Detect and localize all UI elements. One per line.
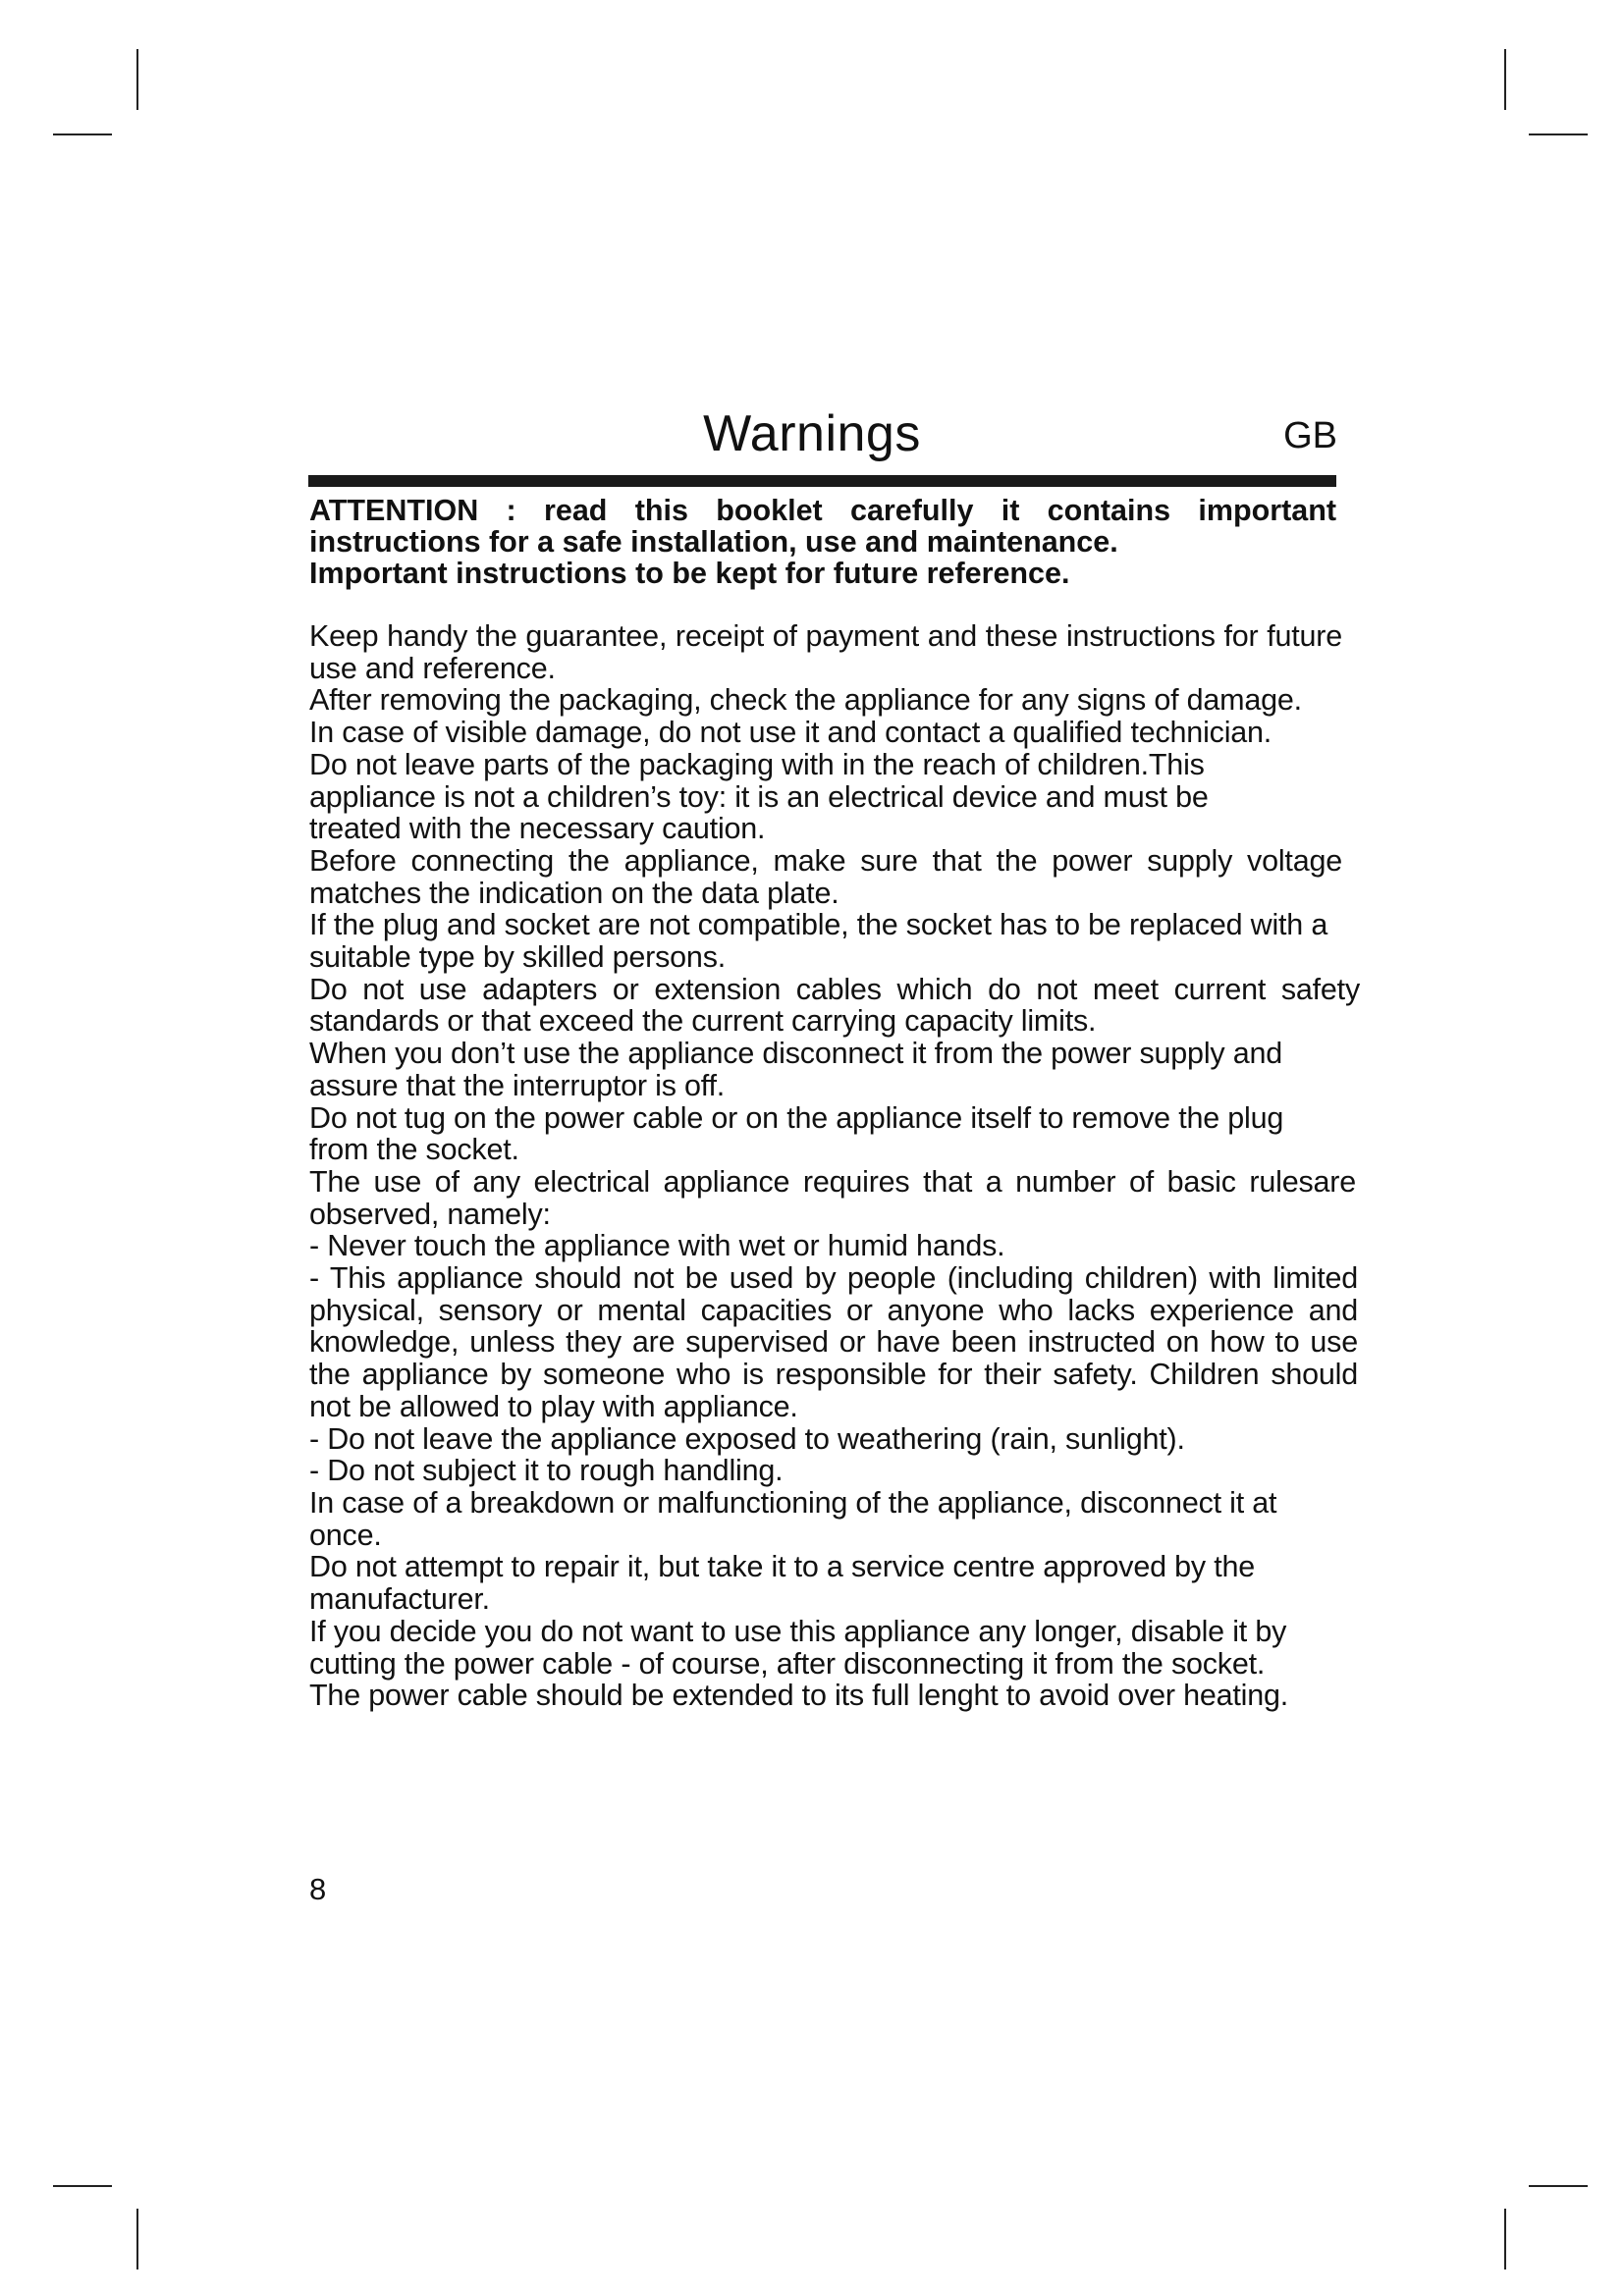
paragraph: Do not attempt to repair it, but take it to a service centre approved by the manufacturer. (309, 1550, 1256, 1617)
crop-mark-top-right-vertical (1504, 49, 1506, 110)
crop-mark-bottom-left-horizontal (53, 2185, 112, 2187)
paragraph: Do not use adapters or extension cables which do not meet current safety standards or that exceed the current carrying capacity limits. (309, 972, 1360, 1039)
paragraph: The power cable should be extended to its full lenght to avoid over heating. (309, 1679, 1289, 1713)
page-title: Warnings (703, 405, 921, 462)
warnings-body (309, 620, 1358, 1712)
crop-mark-top-left-horizontal (53, 133, 112, 135)
paragraph: Do not leave parts of the packaging with in the reach of children.This appliance is not a children’s toy: it is an electrical device and must be treated with the necessary caution. (309, 747, 1209, 846)
paragraph: Before connecting the appliance, make sure that the power supply voltage matches the indication on the data plate. (309, 843, 1342, 910)
paragraph: When you don’t use the appliance disconnect it from the power supply and assure that the interruptor is off. (309, 1037, 1283, 1102)
attention-line: instructions for a safe installation, use and maintenance. (309, 525, 1118, 559)
page-number: 8 (309, 1872, 327, 1906)
list-item: - Do not leave the appliance exposed to weathering (rain, sunlight). (309, 1421, 1185, 1456)
list-item: - This appliance should not be used by people (including children) with limited physical, sensory or mental capacities or anyone who lacks experience and knowledge, unless they are supervised or have been instructed on how to use the appliance by someone who is responsible for their safety. Children should not be allowed to play with appliance. (309, 1261, 1358, 1423)
crop-mark-bottom-right-horizontal (1529, 2185, 1588, 2187)
title-rule (308, 475, 1336, 487)
crop-mark-bottom-left-vertical (136, 2209, 138, 2269)
main-content (309, 495, 1358, 1712)
paragraph: The use of any electrical appliance requires that a number of basic rulesare observed, namely: (309, 1164, 1356, 1231)
paragraph: If you decide you do not want to use this appliance any longer, disable it by cutting the power cable - of course, after disconnecting it from the socket. (309, 1614, 1287, 1681)
attention-line: ATTENTION : read this booklet carefully it contains important (309, 494, 1336, 527)
list-item: - Never touch the appliance with wet or humid hands. (309, 1229, 1005, 1263)
crop-mark-top-left-vertical (136, 49, 138, 110)
attention-notice (309, 495, 1336, 589)
crop-mark-top-right-horizontal (1529, 133, 1588, 135)
crop-mark-bottom-right-vertical (1504, 2209, 1506, 2269)
paragraph: In case of visible damage, do not use it and contact a qualified technician. (309, 716, 1272, 750)
paragraph: After removing the packaging, check the appliance for any signs of damage. (309, 683, 1302, 718)
paragraph: Do not tug on the power cable or on the appliance itself to remove the plug from the socket. (309, 1100, 1284, 1167)
paragraph: Keep handy the guarantee, receipt of payment and these instructions for future use and reference. (309, 619, 1342, 685)
paragraph: If the plug and socket are not compatible, the socket has to be replaced with a suitable type by skilled persons. (309, 908, 1328, 975)
list-item: - Do not subject it to rough handling. (309, 1454, 784, 1488)
language-code: GB (1283, 415, 1337, 456)
attention-line: Important instructions to be kept for future reference. (309, 557, 1070, 590)
paragraph: In case of a breakdown or malfunctioning of the appliance, disconnect it at once. (309, 1485, 1277, 1552)
